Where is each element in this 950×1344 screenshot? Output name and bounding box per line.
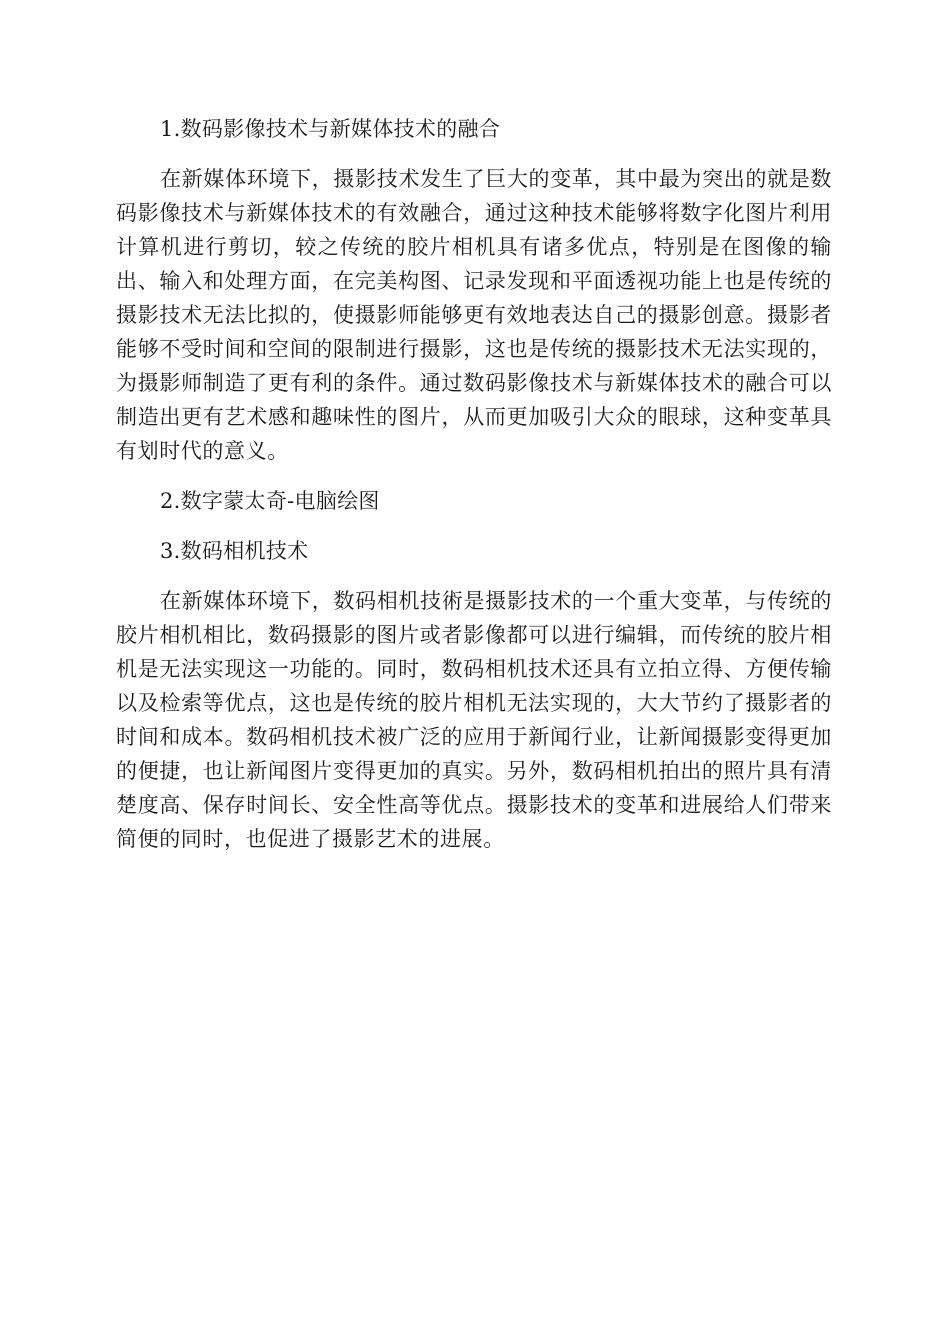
section-heading-2: 2.数字蒙太奇-电脑绘图 bbox=[160, 489, 380, 513]
section-heading-3: 3.数码相机技术 bbox=[160, 539, 309, 563]
section-heading-1: 1.数码影像技术与新媒体技术的融合 bbox=[160, 117, 501, 141]
section-paragraph-2: 在新媒体环境下，数码相机技術是摄影技术的一个重大变革，与传统的胶片相机相比，数码摄影的图片或者影像都可以进行编辑，而传统的胶片相机是无法实现这一功能的。同时，数码相机技术还具有立拍立得、方便传输以及检索等优点，这也是传统的胶片相机无法实现的，大大节约了摄影者的时间和成本。数码相机技术被广泛的应用于新闻行业，让新闻摄影变得更加的便捷，也让新闻图片变得更加的真实。另外，数码相机拍出的照片具有清楚度高、保存时间长、安全性高等优点。摄影技术的变革和进展给人们带来简便的同时，也促进了摄影艺术的进展。 bbox=[116, 589, 832, 851]
section-paragraph-1: 在新媒体环境下，摄影技术发生了巨大的变革，其中最为突出的就是数码影像技术与新媒体技术的有效融合，通过这种技术能够将数字化图片利用计算机进行剪切，较之传统的胶片相机具有诸多优点，特别是在图像的输出、输入和处理方面，在完美构图、记录发现和平面透视功能上也是传统的摄影技术无法比拟的，使摄影师能够更有效地表达自己的摄影创意。摄影者能够不受时间和空间的限制进行摄影，这也是传统的摄影技术无法实现的，为摄影师制造了更有利的条件。通过数码影像技术与新媒体技术的融合可以制造出更有艺术感和趣味性的图片，从而更加吸引大众的眼球，这种变革具有划时代的意义。 bbox=[116, 167, 832, 463]
document-body bbox=[116, 112, 832, 856]
